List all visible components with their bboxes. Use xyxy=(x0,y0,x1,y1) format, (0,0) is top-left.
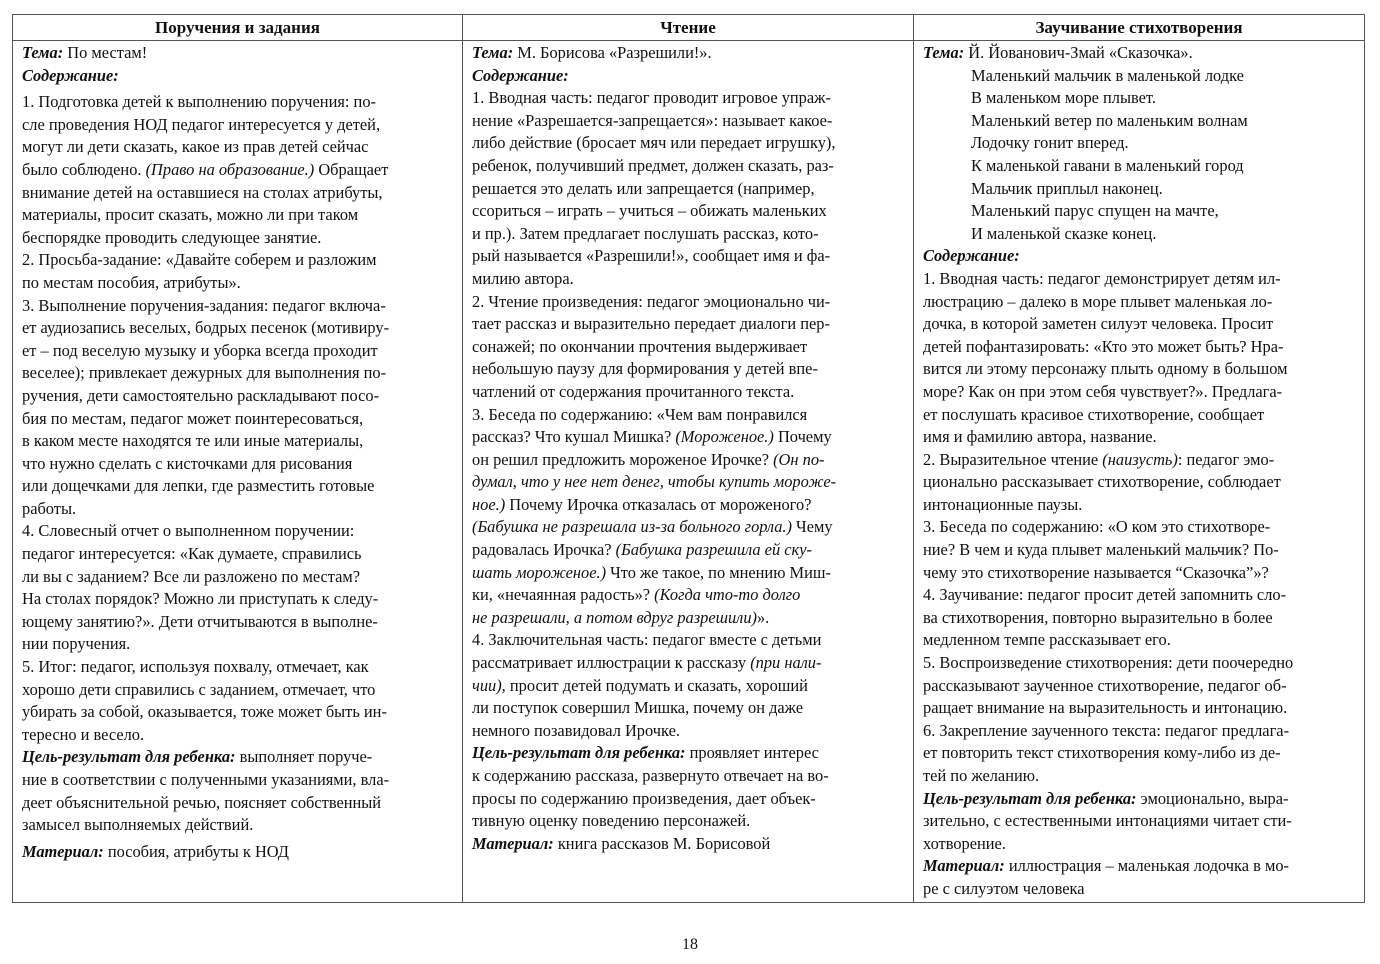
goal-line xyxy=(923,788,1356,811)
text-span: книга рассказов М. Борисовой xyxy=(553,833,771,853)
text-line: тает рассказ и выразительно передает диалоги пер- xyxy=(472,314,830,334)
content-label: Содержание: xyxy=(472,65,569,85)
text-span: иллюстрация – маленькая лодочка в мо- xyxy=(1004,856,1290,876)
text-line: 5. Итог: педагог, используя похвалу, отмечает, как xyxy=(22,657,369,677)
text-line xyxy=(472,562,905,585)
poem-line: Мальчик приплыл наконец. xyxy=(971,178,1163,198)
italic-span: (Когда что-то долго xyxy=(654,585,801,605)
text-line xyxy=(472,607,905,630)
text-line: ет аудиозапись веселых, бодрых песенок (мотивиру- xyxy=(22,318,390,338)
italic-span: (наизусть) xyxy=(1102,449,1178,469)
text-line: убирать за собой, оказывается, тоже может быть ин- xyxy=(22,702,387,722)
text-line: рый называется «Разрешили!», сообщает имя и фа- xyxy=(472,246,831,266)
header-poem: Заучивание стихотворения xyxy=(914,15,1365,41)
poem-line: И маленькой сказке конец. xyxy=(971,223,1157,243)
text-line: работы. xyxy=(22,498,77,518)
text-line: 3. Выполнение поручения-задания: педагог включа- xyxy=(22,295,386,315)
text-span: Что же такое, по мнению Миш- xyxy=(606,562,831,582)
text-span: радовалась Ирочка? xyxy=(472,540,616,560)
material-label: Материал: xyxy=(923,856,1005,876)
text-line xyxy=(472,539,905,562)
text-line: ние в соответствии с полученными указаниями, вла- xyxy=(22,770,390,789)
lesson-table xyxy=(12,14,1365,903)
content-label: Содержание: xyxy=(923,246,1020,266)
text-span: выполняет поруче- xyxy=(235,747,373,767)
poem-line: Лодочку гонит вперед. xyxy=(971,133,1129,153)
text-line: решается это делать или запрещается (например, xyxy=(472,178,815,198)
text-line: ли поступок совершил Мишка, почему он даже xyxy=(472,698,804,718)
italic-span: (Мороженое.) xyxy=(675,427,774,447)
material-line xyxy=(472,833,905,856)
text-line: ре с силуэтом человека xyxy=(923,878,1085,898)
text-line: ручения, дети самостоятельно раскладывают посо- xyxy=(22,385,380,405)
italic-span: не разрешали, а потом вдруг разрешили) xyxy=(472,607,757,627)
text-line: ет повторить текст стихотворения кому-либо из де- xyxy=(923,743,1281,763)
text-line: имя и фамилию автора, название. xyxy=(923,427,1157,447)
text-line xyxy=(472,675,905,698)
text-line: и пр.). Затем предлагает послушать рассказ, кото- xyxy=(472,223,819,243)
text-line: 3. Беседа по содержанию: «Чем вам понравился xyxy=(472,404,808,424)
text-line: ционально рассказывает стихотворение, соблюдает xyxy=(923,472,1281,492)
material-line xyxy=(923,855,1356,878)
poem-line: Маленький мальчик в маленькой лодке xyxy=(971,65,1244,85)
goal-line xyxy=(22,746,454,769)
text-line: беспорядке проводить следующее занятие. xyxy=(22,227,322,247)
text-line: бия по местам, педагог может поинтересоваться, xyxy=(22,408,364,428)
text-line: дочка, в которой заметен силуэт человека. Просит xyxy=(923,314,1274,334)
page-number: 18 xyxy=(682,936,698,953)
text-line: либо действие (бросает мяч или передает игрушку), xyxy=(472,133,836,153)
text-line xyxy=(472,494,905,517)
text-line: люстрацию – далеко в море плывет маленькая ло- xyxy=(923,291,1273,311)
italic-span: (при нали- xyxy=(750,653,822,673)
tasks-cell xyxy=(13,41,463,903)
reading-cell xyxy=(463,41,914,903)
text-span: 2. Выразительное чтение xyxy=(923,449,1103,469)
text-span: рассматривает иллюстрации к рассказу xyxy=(472,653,751,673)
poem-line: К маленькой гавани в маленький город xyxy=(971,155,1244,175)
text-line: 2. Чтение произведения: педагог эмоционально чи- xyxy=(472,291,831,311)
text-line: ет послушать красивое стихотворение, сообщает xyxy=(923,404,1265,424)
material-label: Материал: xyxy=(472,833,554,853)
text-line xyxy=(923,449,1356,472)
text-line: На столах порядок? Можно ли приступать к следу- xyxy=(22,589,379,609)
text-line: ет – под веселую музыку и уборка всегда проходит xyxy=(22,340,378,360)
text-line: тей по желанию. xyxy=(923,766,1040,785)
text-line: хорошо дети справились с заданием, отмечает, что xyxy=(22,679,376,699)
text-line: или дощечками для лепки, где разместить готовые xyxy=(22,476,375,496)
text-span: : педагог эмо- xyxy=(1177,449,1275,469)
text-line: деет объяснительной речью, поясняет собственный xyxy=(22,792,382,812)
material-label: Материал: xyxy=(22,841,104,861)
theme-text: М. Борисова «Разрешили!». xyxy=(513,43,712,62)
text-line: ссориться – играть – учиться – обижать маленьких xyxy=(472,201,827,221)
text-line: чему это стихотворение называется “Сказочка”»? xyxy=(923,562,1269,582)
text-span: эмоционально, выра- xyxy=(1136,788,1289,808)
text-line: по местам пособия, атрибуты». xyxy=(22,272,241,292)
text-line: море? Как он при этом себя чувствует?». Предлага- xyxy=(923,381,1283,401)
theme-text: Й. Йованович-Змай «Сказочка». xyxy=(964,43,1193,62)
text-line: зительно, с естественными интонациями читает сти- xyxy=(923,811,1292,831)
text-span: он решил предложить мороженое Ирочке? xyxy=(472,449,774,469)
theme-line xyxy=(923,42,1356,65)
goal-label: Цель-результат для ребенка: xyxy=(923,788,1137,808)
text-span: Почему Ирочка отказалась от мороженого? xyxy=(505,494,812,514)
text-line: небольшую паузу для формирования у детей впе- xyxy=(472,359,818,379)
theme-text: По местам! xyxy=(63,43,148,62)
text-span: рассказ? Что кушал Мишка? xyxy=(472,427,676,447)
text-line: вится ли этому персонажу плыть одному в большом xyxy=(923,359,1288,379)
goal-line xyxy=(472,742,905,765)
text-line: нение «Разрешается-запрещается»: называет какое- xyxy=(472,110,833,130)
text-line: сле проведения НОД педагог интересуется у детей, xyxy=(22,114,381,134)
header-tasks: Поручения и задания xyxy=(13,15,463,41)
text-line: в каком месте находятся те или иные материалы, xyxy=(22,431,364,451)
text-span: Чему xyxy=(791,517,833,537)
text-line: детей пофантазировать: «Кто это может быть? Нра- xyxy=(923,336,1284,356)
text-line: рассказывают заученное стихотворение, педагог об- xyxy=(923,675,1287,695)
text-line xyxy=(472,652,905,675)
text-line: ращает внимание на выразительность и интонацию. xyxy=(923,698,1288,718)
text-line xyxy=(22,159,454,182)
italic-span: чии) xyxy=(472,675,502,695)
material-line xyxy=(22,841,454,864)
content-row xyxy=(13,41,1365,903)
text-line: 1. Подготовка детей к выполнению поручения: по- xyxy=(22,92,376,112)
text-line: 2. Просьба-задание: «Давайте соберем и разложим xyxy=(22,250,377,270)
text-line: педагог интересуется: «Как думаете, справились xyxy=(22,544,362,564)
theme-line xyxy=(22,42,454,65)
italic-span: ное.) xyxy=(472,494,506,514)
text-span: ». xyxy=(756,607,770,627)
text-line: просы по содержанию произведения, дает объек- xyxy=(472,788,816,808)
text-span: ки, «нечаянная радость»? xyxy=(472,585,655,605)
text-span: Почему xyxy=(773,427,832,447)
italic-span: шать мороженое.) xyxy=(472,562,607,582)
text-line: сонажей; по окончании прочтения выдерживает xyxy=(472,336,808,356)
header-reading: Чтение xyxy=(463,15,914,41)
text-line xyxy=(472,426,905,449)
text-line: 5. Воспроизведение стихотворения: дети поочередно xyxy=(923,653,1294,673)
text-line: интонационные паузы. xyxy=(923,494,1083,514)
text-span: пособия, атрибуты к НОД xyxy=(103,841,289,861)
poem-line: Маленький ветер по маленьким волнам xyxy=(971,110,1248,130)
text-line: ние? В чем и куда плывет маленький мальчик? По- xyxy=(923,540,1279,560)
text-line: хотворение. xyxy=(923,833,1006,853)
italic-span: (Бабушка не разрешала из-за больного горла.) xyxy=(472,517,792,537)
text-line: ли вы с заданием? Все ли разложено по местам? xyxy=(22,566,361,586)
content-label: Содержание: xyxy=(22,65,119,85)
poem-cell xyxy=(914,41,1365,903)
text-line: 4. Словесный отчет о выполненном поручении: xyxy=(22,521,355,541)
text-span: было соблюдено. xyxy=(22,159,146,179)
text-line: ва стихотворения, повторно выразительно в более xyxy=(923,607,1273,627)
theme-label: Тема: xyxy=(22,43,64,62)
text-line: замысел выполняемых действий. xyxy=(22,815,254,835)
text-line: 1. Вводная часть: педагог демонстрирует детям ил- xyxy=(923,268,1281,288)
text-line: чатлений от содержания прочитанного текста. xyxy=(472,381,795,401)
text-line: нии поручения. xyxy=(22,634,131,654)
text-line: 6. Закрепление заученного текста: педагог предлага- xyxy=(923,720,1290,740)
goal-label: Цель-результат для ребенка: xyxy=(22,747,236,767)
theme-line xyxy=(472,42,905,65)
text-line: ющему занятию?». Дети отчитываются в выполне- xyxy=(22,611,378,631)
text-line: могут ли дети сказать, какое из прав детей сейчас xyxy=(22,137,369,157)
text-line: 3. Беседа по содержанию: «О ком это стихотворе- xyxy=(923,517,1271,537)
goal-label: Цель-результат для ребенка: xyxy=(472,743,686,763)
text-line: 4. Заключительная часть: педагог вместе с детьми xyxy=(472,630,822,650)
text-line: тивную оценку поведению персонажей. xyxy=(472,811,751,831)
italic-span: (Он по- xyxy=(773,449,825,469)
header-row xyxy=(13,15,1365,41)
theme-label: Тема: xyxy=(472,43,514,62)
poem-line: Маленький парус спущен на мачте, xyxy=(971,201,1219,221)
text-line xyxy=(472,516,905,539)
text-span: проявляет интерес xyxy=(685,743,819,763)
text-line: ребенок, получивший предмет, должен сказать, раз- xyxy=(472,155,834,175)
text-line: медленном темпе рассказывает его. xyxy=(923,630,1171,650)
text-line: тересно и весело. xyxy=(22,724,145,744)
poem-line: В маленьком море плывет. xyxy=(971,88,1156,108)
text-line xyxy=(472,584,905,607)
text-line: думал, что у нее нет денег, чтобы купить мороже- xyxy=(472,472,837,492)
text-line: немного позавидовал Ирочке. xyxy=(472,720,680,740)
theme-label: Тема: xyxy=(923,43,965,62)
text-span: , просит детей подумать и сказать, хороший xyxy=(501,675,808,695)
text-line: милию автора. xyxy=(472,268,574,288)
text-line: что нужно сделать с кисточками для рисования xyxy=(22,453,353,473)
italic-span: (Бабушка разрешила ей ску- xyxy=(615,540,812,560)
italic-span: (Право на образование.) xyxy=(145,159,315,179)
text-line: 1. Вводная часть: педагог проводит игровое упраж- xyxy=(472,88,831,108)
text-line: материалы, просит сказать, можно ли при таком xyxy=(22,205,359,225)
text-line: к содержанию рассказа, развернуто отвечает на во- xyxy=(472,766,829,785)
text-line xyxy=(472,449,905,472)
text-line: веселее); привлекает дежурных для выполнения по- xyxy=(22,363,387,383)
text-line: внимание детей на оставшиеся на столах атрибуты, xyxy=(22,182,383,202)
text-line: 4. Заучивание: педагог просит детей запомнить сло- xyxy=(923,585,1287,605)
text-span: Обращает xyxy=(314,159,389,179)
